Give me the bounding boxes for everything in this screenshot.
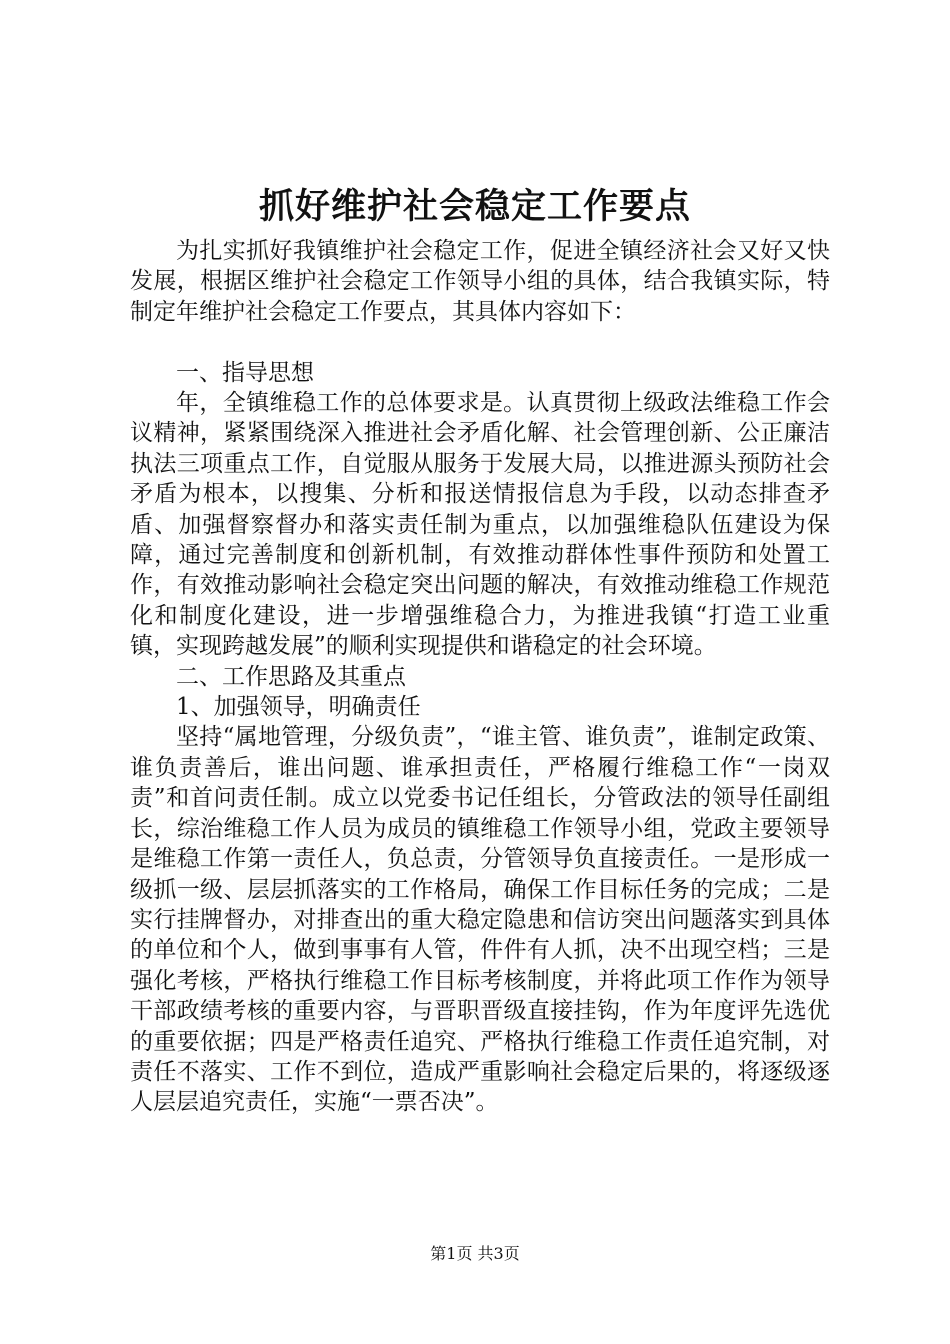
subsection-heading-leadership: 1、加强领导，明确责任 <box>176 694 421 721</box>
page-number: 第1页 共3页 <box>430 1244 520 1263</box>
document-body <box>130 236 830 1118</box>
document-title: 抓好维护社会稳定工作要点 <box>258 186 691 227</box>
intro-paragraph: 为扎实抓好我镇维护社会稳定工作，促进全镇经济社会又好又快发展，根据区维护社会稳定工作领导小组的具体，结合我镇实际，特制定年维护社会稳定工作要点，其具体内容如下： <box>130 238 830 325</box>
paragraph-spacer <box>130 327 830 357</box>
guiding-ideology-paragraph: 年，全镇维稳工作的总体要求是。认真贯彻上级政法维稳工作会议精神，紧紧围绕深入推进社会矛盾化解、社会管理创新、公正廉洁执法三项重点工作，自觉服从服务于发展大局，以推进源头预防社会矛盾为根本，以搜集、分析和报送情报信息为手段，以动态排查矛盾、加强督察督办和落实责任制为重点，以加强维稳队伍建设为保障，通过完善制度和创新机制，有效推动群体性事件预防和处置工作，有效推动影响社会稳定突出问题的解决，有效推动维稳工作规范化和制度化建设，进一步增强维稳合力，为推进我镇“打造工业重镇，实现跨越发展”的顺利实现提供和谐稳定的社会环境。 <box>130 390 830 660</box>
section-heading-guiding-ideology: 一、指导思想 <box>176 359 314 386</box>
section-heading-work-focus: 二、工作思路及其重点 <box>176 663 406 690</box>
leadership-paragraph: 坚持“属地管理，分级负责”，“谁主管、谁负责”，谁制定政策、谁负责善后，谁出问题、谁承担责任，严格履行维稳工作“一岗双责”和首问责任制。成立以党委书记任组长，分管政法的领导任副组长，综治维稳工作人员为成员的镇维稳工作领导小组，党政主要领导是维稳工作第一责任人，负总责，分管领导负直接责任。一是形成一级抓一级、层层抓落实的工作格局，确保工作目标任务的完成；二是实行挂牌督办，对排查出的重大稳定隐患和信访突出问题落实到具体的单位和个人，做到事事有人管，件件有人抓，决不出现空档；三是强化考核，严格执行维稳工作目标考核制度，并将此项工作作为领导干部政绩考核的重要内容，与晋职晋级直接挂钩，作为年度评先选优的重要依据；四是严格责任追究、严格执行维稳工作责任追究制，对责任不落实、工作不到位，造成严重影响社会稳定后果的，将逐级逐人层层追究责任，实施“一票否决”。 <box>130 724 830 1116</box>
